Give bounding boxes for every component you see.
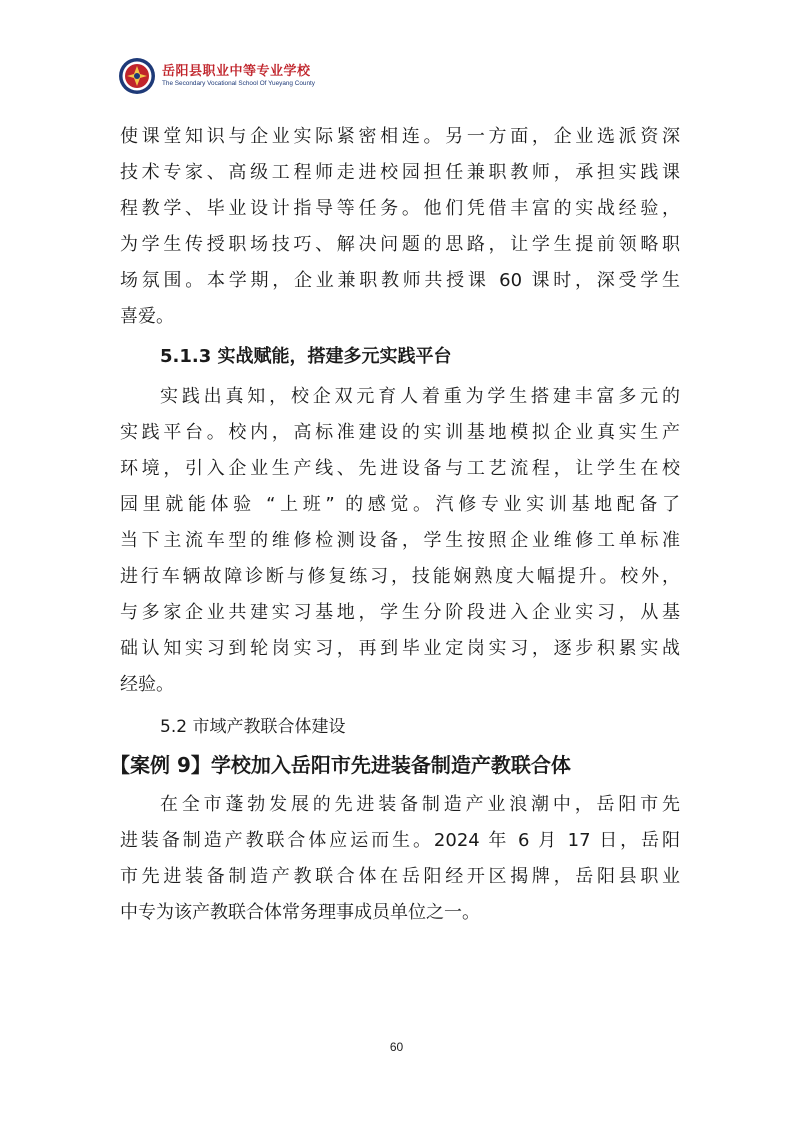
paragraph-line: 环境，引入企业生产线、先进设备与工艺流程，让学生在校 xyxy=(120,458,680,479)
paragraph-line: 使课堂知识与企业实际紧密相连。另一方面，企业选派资深 xyxy=(120,126,680,147)
paragraph-line: 经验。 xyxy=(120,674,174,695)
paragraph-line: 实践平台。校内，高标准建设的实训基地模拟企业真实生产 xyxy=(120,422,680,443)
school-name-cn: 岳阳县职业中等专业学校 xyxy=(162,64,311,79)
section-heading: 5.1.3 实战赋能，搭建多元实践平台 xyxy=(160,346,452,367)
paragraph-line: 园里就能体验 “上班” 的感觉。汽修专业实训基地配备了 xyxy=(120,494,680,515)
paragraph-line: 进行车辆故障诊断与修复练习，技能娴熟度大幅提升。校外， xyxy=(120,566,680,587)
paragraph-line: 当下主流车型的维修检测设备，学生按照企业维修工单标准 xyxy=(120,530,680,551)
paragraph-line: 喜爱。 xyxy=(120,306,174,327)
paragraph-line: 市先进装备制造产教联合体在岳阳经开区揭牌，岳阳县职业 xyxy=(120,866,680,887)
paragraph-line: 进装备制造产教联合体应运而生。2024 年 6 月 17 日，岳阳 xyxy=(120,830,680,851)
paragraph-line: 为学生传授职场技巧、解决问题的思路，让学生提前领略职 xyxy=(120,234,680,255)
paragraph-line: 技术专家、高级工程师走进校园担任兼职教师，承担实践课 xyxy=(120,162,680,183)
paragraph-line: 中专为该产教联合体常务理事成员单位之一。 xyxy=(120,902,480,923)
paragraph-line: 础认知实习到轮岗实习，再到毕业定岗实习，逐步积累实战 xyxy=(120,638,680,659)
school-name-en: The Secondary Vocational School Of Yueyang County xyxy=(162,80,316,87)
paragraph-line: 在全市蓬勃发展的先进装备制造产业浪潮中，岳阳市先 xyxy=(160,794,680,815)
page-header xyxy=(118,56,315,96)
school-name-block xyxy=(162,64,315,88)
paragraph-line: 场氛围。本学期，企业兼职教师共授课 60 课时，深受学生 xyxy=(120,270,680,291)
paragraph-line: 程教学、毕业设计指导等任务。他们凭借丰富的实战经验， xyxy=(120,198,680,219)
school-emblem-icon xyxy=(118,57,156,95)
section-heading: 5.2 市域产教联合体建设 xyxy=(160,717,346,737)
paragraph-line: 实践出真知，校企双元育人着重为学生搭建丰富多元的 xyxy=(160,386,680,407)
case-title: 【案例 9】学校加入岳阳市先进装备制造产教联合体 xyxy=(110,753,571,777)
paragraph-line: 与多家企业共建实习基地，学生分阶段进入企业实习，从基 xyxy=(120,602,680,623)
page-number: 60 xyxy=(389,1040,404,1054)
